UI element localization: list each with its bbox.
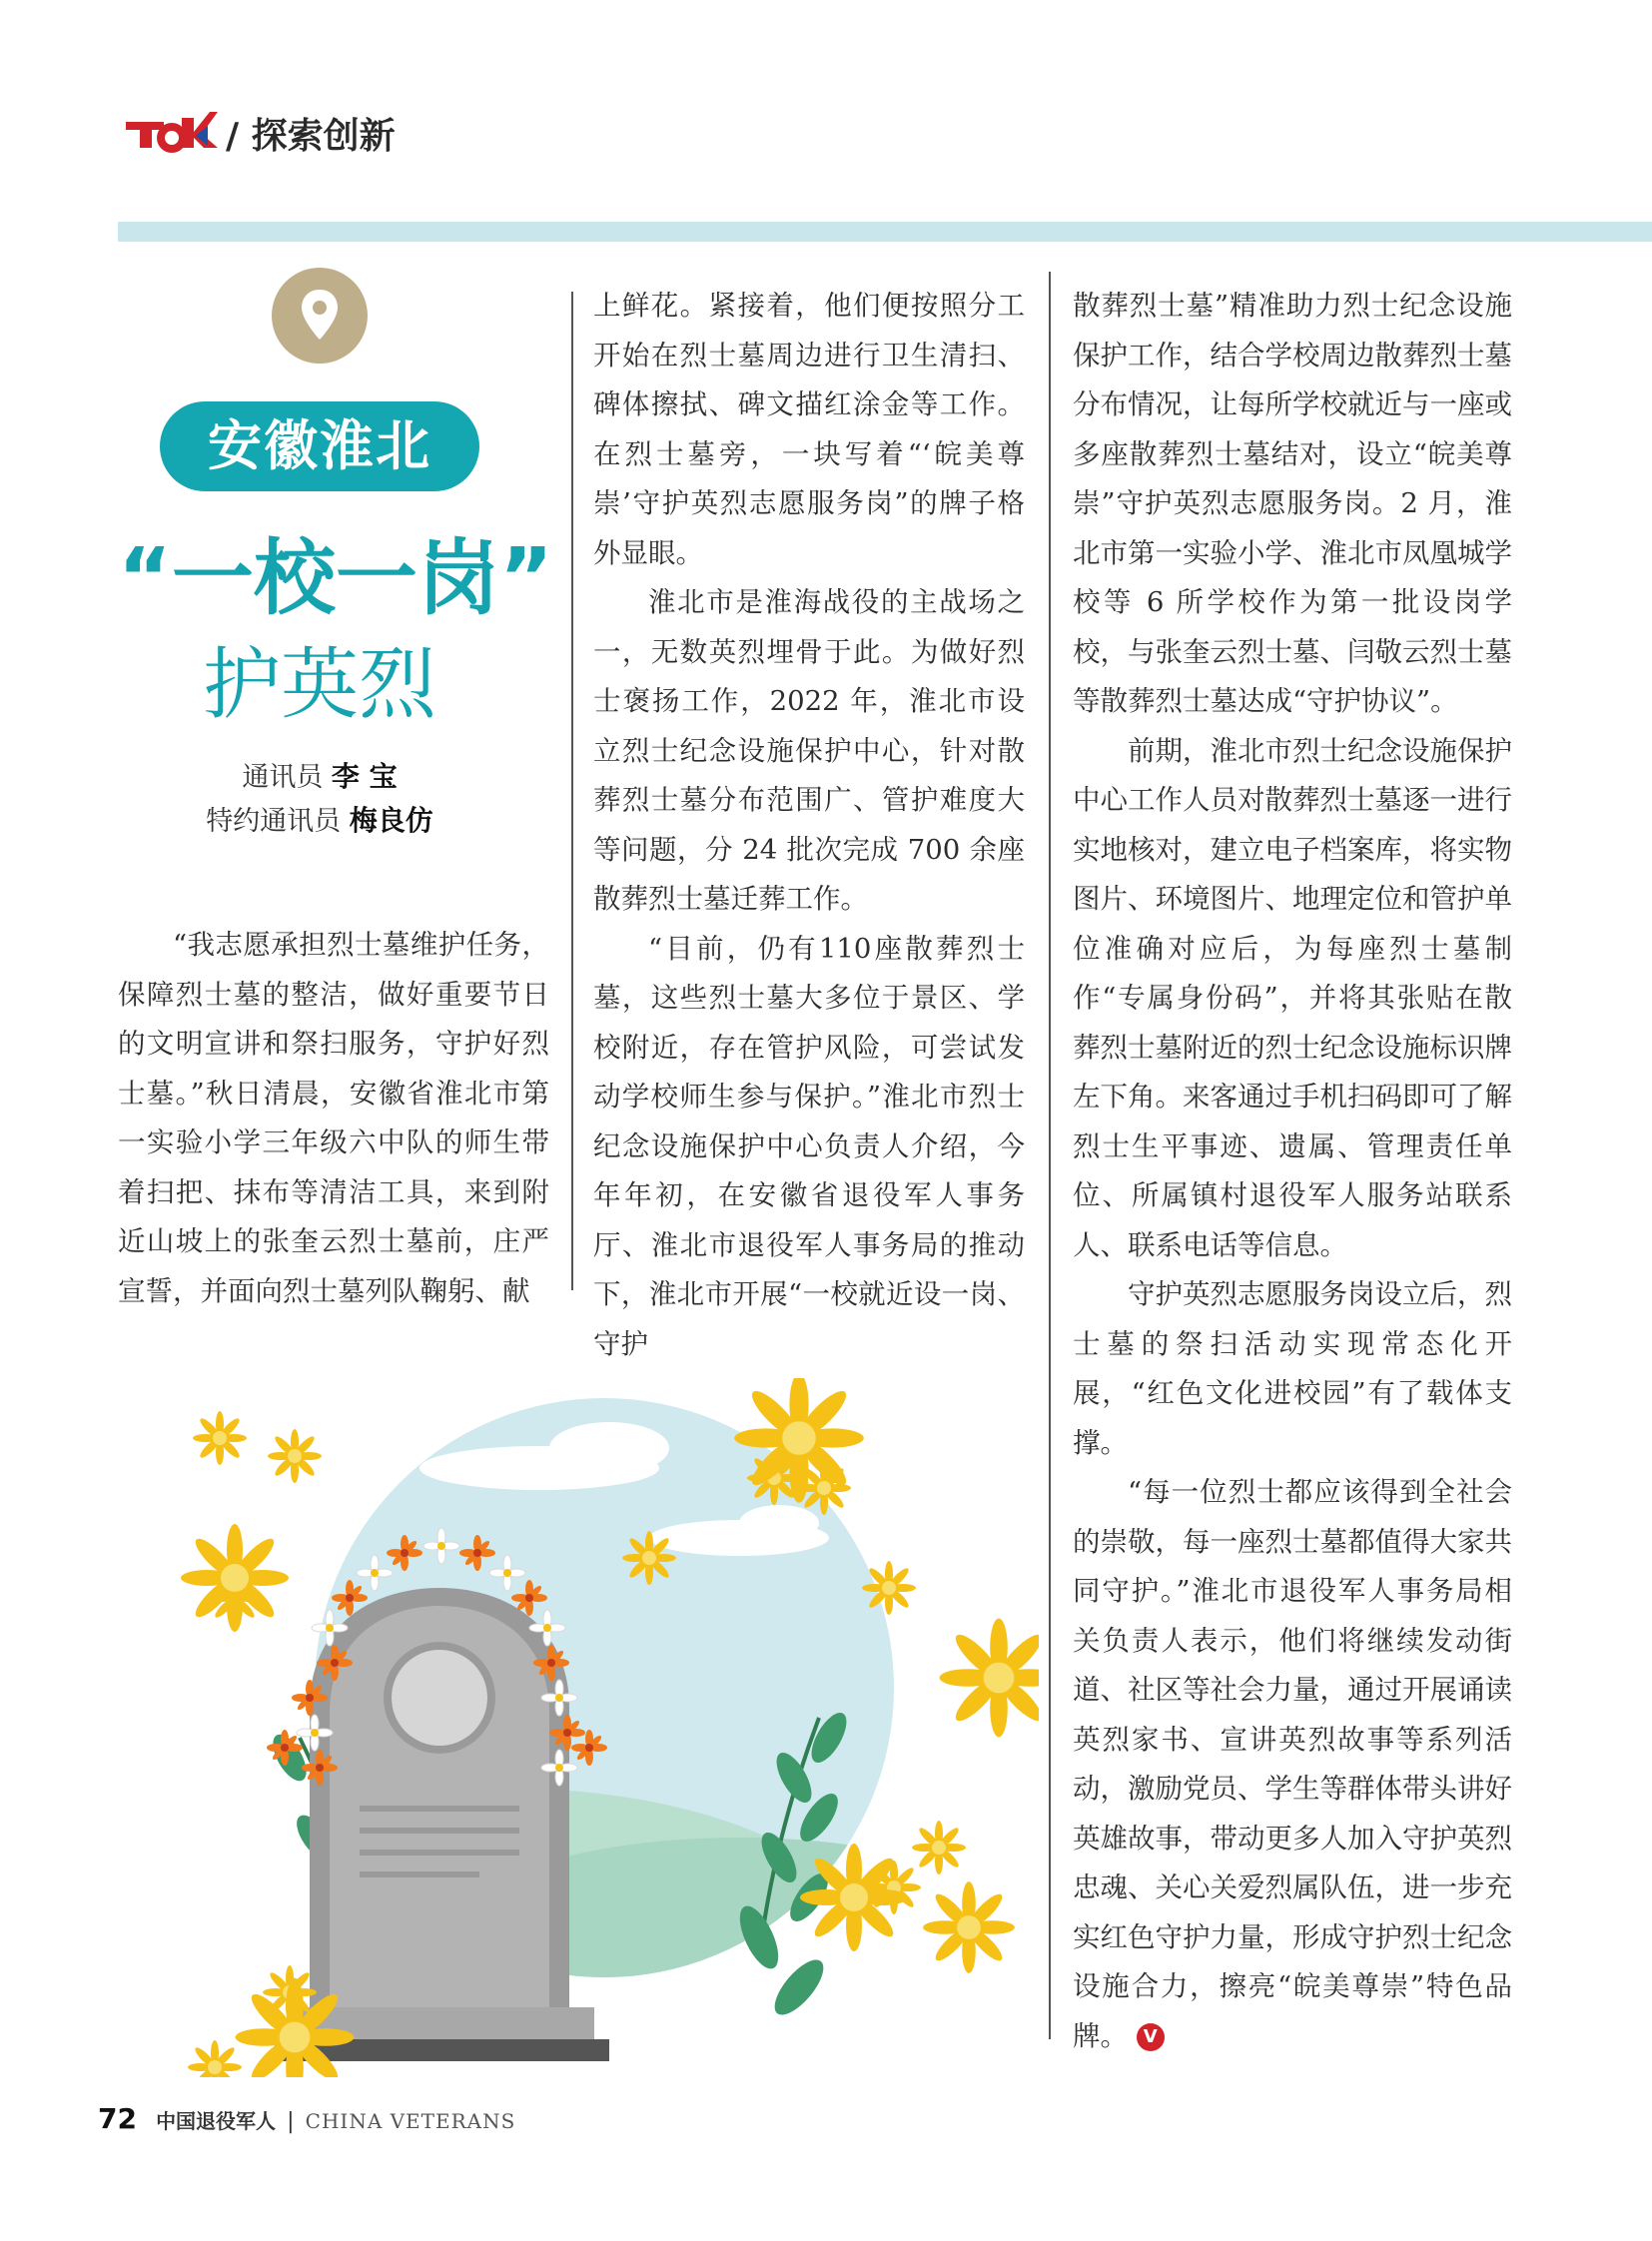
- header-divider-bar: [118, 222, 1652, 242]
- column-divider: [1049, 272, 1051, 2039]
- headline-line-2: 护英烈: [202, 640, 436, 730]
- byline-role: 通讯员: [242, 762, 324, 793]
- body-paragraph: “我志愿承担烈士墓维护任务，保障烈士墓的整洁，做好重要节日的文明宣讲和祭扫服务，守护好烈士墓。”秋日清晨，安徽省淮北市第一实验小学三年级六中队的师生带着扫把、抹布等清洁工具，来到附近山坡上的张奎云烈士墓前，庄严宣誓，并面向烈士墓列队鞠躬、献: [118, 929, 549, 1307]
- magazine-logo-icon: [124, 100, 218, 160]
- closing-paragraph-text: “每一位烈士都应该得到全社会的崇敬，每一座烈士墓都值得大家共同守护。”淮北市退役军人事务局相关负责人表示，他们将继续发动街道、社区等社会力量，通过开展诵读英烈家书、宣讲英烈故事等系列活动，激励党员、学生等群体带头讲好英雄故事，带动更多人加入守护英烈忠魂、关心关爱烈属队伍，进一步充实红色守护力量，形成守护烈士纪念设施合力，擦亮“皖美尊崇”特色品牌。: [1073, 1476, 1512, 2052]
- location-pin-icon: [272, 268, 368, 364]
- body-paragraph: [1073, 1468, 1512, 2061]
- byline-role: 特约通讯员: [206, 806, 342, 837]
- body-paragraph: 前期，淮北市烈士纪念设施保护中心工作人员对散葬烈士墓逐一进行实地核对，建立电子档案库，将实物图片、环境图片、地理定位和管护单位准确对应后，为每座烈士墓制作“专属身份码”，并将其张贴在散葬烈士墓附近的烈士纪念设施标识牌左下角。来客通过手机扫码即可了解烈士生平事迹、遗属、管理责任单位、所属镇村退役军人服务站联系人、联系电话等信息。: [1073, 734, 1512, 1261]
- end-mark-icon: V: [1137, 2023, 1165, 2051]
- body-paragraph: 上鲜花。紧接着，他们便按照分工开始在烈士墓周边进行卫生清扫、碑体擦拭、碑文描红涂金等工作。在烈士墓旁，一块写着“‘皖美尊崇’守护英烈志愿服务岗”的牌子格外显眼。: [593, 290, 1025, 569]
- section-title: / 探索创新: [226, 116, 396, 157]
- byline-special-correspondent: [118, 799, 521, 839]
- memorial-illustration: [180, 1378, 1039, 2077]
- byline-author-name: 梅良仿: [349, 804, 433, 837]
- page-number: 72: [98, 2102, 137, 2135]
- magazine-name-en: CHINA VETERANS: [305, 2109, 516, 2133]
- body-column-1: [118, 921, 549, 1316]
- page-footer: [98, 2102, 515, 2135]
- byline-author-name: 李 宝: [331, 760, 398, 793]
- body-paragraph: “目前，仍有110座散葬烈士墓，这些烈士墓大多位于景区、学校附近，存在管护风险，可尝试发动学校师生参与保护。”淮北市烈士纪念设施保护中心负责人介绍，今年年初，在安徽省退役军人事务厅、淮北市退役军人事务局的推动下，淮北市开展“一校就近设一岗、守护: [593, 932, 1025, 1360]
- body-paragraph: 淮北市是淮海战役的主战场之一，无数英烈埋骨于此。为做好烈士褒扬工作，2022 年，淮北市设立烈士纪念设施保护中心，针对散葬烈士墓分布范围广、管护难度大等问题，分 24 批次完成 700 余座散葬烈士墓迁葬工作。: [593, 586, 1025, 915]
- footer-separator: |: [287, 2109, 295, 2134]
- column-divider: [571, 292, 573, 1290]
- magazine-name-cn: 中国退役军人: [156, 2109, 277, 2133]
- body-column-2: [593, 282, 1025, 1369]
- byline-correspondent: [118, 755, 521, 795]
- headline-line-1: “一校一岗”: [118, 531, 553, 626]
- body-column-3: [1073, 282, 1512, 2061]
- body-paragraph: 守护英烈志愿服务岗设立后，烈士墓的祭扫活动实现常态化开展，“红色文化进校园”有了载体支撑。: [1073, 1278, 1512, 1459]
- body-paragraph: 散葬烈士墓”精准助力烈士纪念设施保护工作，结合学校周边散葬烈士墓分布情况，让每所学校就近与一座或多座散葬烈士墓结对，设立“皖美尊崇”守护英烈志愿服务岗。2 月，淮北市第一实验小学、淮北市凤凰城学校等 6 所学校作为第一批设岗学校，与张奎云烈士墓、闫敬云烈士墓等散葬烈士墓达成“守护协议”。: [1073, 290, 1512, 717]
- region-badge: 安徽淮北: [160, 401, 479, 491]
